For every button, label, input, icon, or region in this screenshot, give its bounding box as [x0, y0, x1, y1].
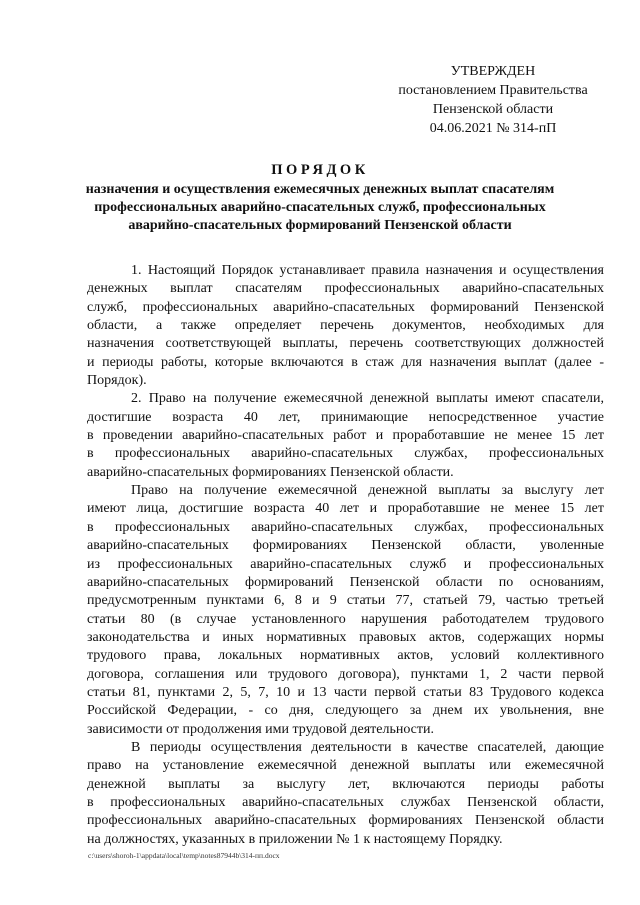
text-line: и периоды работы, которые включаются в стаж для назначения выплат (далее - — [87, 354, 604, 370]
paragraph-4 — [87, 739, 604, 849]
approval-block — [386, 62, 600, 138]
subtitle-line: аварийно-спасательных формирований Пензенской области — [128, 218, 512, 233]
text-line: законодательства и иных нормативных правовых актов, содержащих нормы — [87, 629, 604, 645]
text-line: имеют лица, достигшие возраста 40 лет и проработавшие не менее 15 лет — [87, 501, 604, 517]
approval-heading: УТВЕРЖДЕН — [450, 64, 536, 79]
text-line: в профессиональных аварийно-спасательных службах, профессиональных — [87, 519, 604, 535]
document-subtitle — [84, 181, 556, 235]
text-line: статьи 81, пунктами 2, 5, 7, 10 и 13 части первой статьи 83 Трудового кодекса — [87, 684, 604, 700]
text-line: области, а также определяет перечень документов, необходимых для — [87, 318, 604, 334]
text-line: 2. Право на получение ежемесячной денежной выплаты имеют спасатели, — [131, 391, 604, 407]
document-body — [87, 262, 604, 849]
text-line: профессиональных аварийно-спасательных формированиях Пензенской области — [87, 813, 604, 829]
subtitle-line: профессиональных аварийно-спасательных служб, профессиональных — [94, 200, 546, 215]
paragraph-2 — [87, 390, 604, 482]
text-line: в профессиональных аварийно-спасательных службах Пензенской области, — [87, 794, 604, 810]
text-line: трудового права, локальных нормативных актов, условий коллективного — [87, 648, 604, 664]
text-line: зависимости от продолжения ими трудовой деятельности. — [87, 721, 434, 737]
text-line: денежных выплат спасателям профессиональных аварийно-спасательных — [87, 281, 604, 297]
text-line: статьи 80 (в случае установленного нарушения работодателем трудового — [87, 611, 604, 627]
text-line: 1. Настоящий Порядок устанавливает правила назначения и осуществления — [131, 263, 604, 278]
text-line: на должностях, указанных в приложении № 1 к настоящему Порядку. — [87, 831, 503, 847]
paragraph-3 — [87, 482, 604, 739]
text-line: предусмотренным пунктами 6, 8 и 9 статьи 77, статьей 79, частью третьей — [87, 593, 604, 609]
text-line: В периоды осуществления деятельности в качестве спасателей, дающие — [131, 739, 604, 755]
footer-file-path: c:\users\shoroh-1\appdata\local\temp\notes87944b\314-пп.docx — [88, 851, 280, 860]
text-line: договора, соглашения или трудового договора), пунктами 1, 2 части первой — [87, 666, 604, 682]
document-title: ПОРЯДОК — [271, 162, 369, 178]
text-line: аварийно-спасательных формирований Пензенской области по основаниям, — [87, 574, 604, 590]
text-line: денежной выплаты за выслугу лет, включаются периоды работы — [87, 776, 604, 792]
text-line: аварийно-спасательных формированиях Пензенской области. — [87, 464, 454, 480]
text-line: аварийно-спасательных формированиях Пензенской области, уволенные — [87, 538, 604, 554]
text-line: Российской Федерации, - со дня, следующего за днем их увольнения, вне — [87, 703, 604, 719]
approval-region: Пензенской области — [432, 102, 554, 117]
paragraph-1 — [87, 262, 604, 390]
approval-authority: постановлением Правительства — [398, 83, 588, 98]
text-line: служб, профессиональных аварийно-спасательных формирований Пензенской — [87, 299, 604, 315]
text-line: из профессиональных аварийно-спасательных служб и профессиональных — [87, 556, 604, 572]
text-line: Право на получение ежемесячной денежной выплаты за выслугу лет — [131, 483, 604, 499]
text-line: в проведении аварийно-спасательных работ и проработавшие не менее 15 лет — [87, 428, 604, 444]
text-line: назначения соответствующей выплаты, перечень соответствующих должностей — [87, 336, 604, 352]
subtitle-line: назначения и осуществления ежемесячных денежных выплат спасателям — [85, 182, 555, 197]
text-line: в профессиональных аварийно-спасательных службах, профессиональных — [87, 446, 604, 462]
approval-date-number: 04.06.2021 № 314-пП — [429, 121, 557, 136]
text-line: Порядок). — [87, 373, 147, 389]
text-line: достигшие возраста 40 лет, принимающие непосредственное участие — [87, 409, 604, 425]
text-line: право на установление ежемесячной денежной выплаты или ежемесячной — [87, 758, 604, 774]
